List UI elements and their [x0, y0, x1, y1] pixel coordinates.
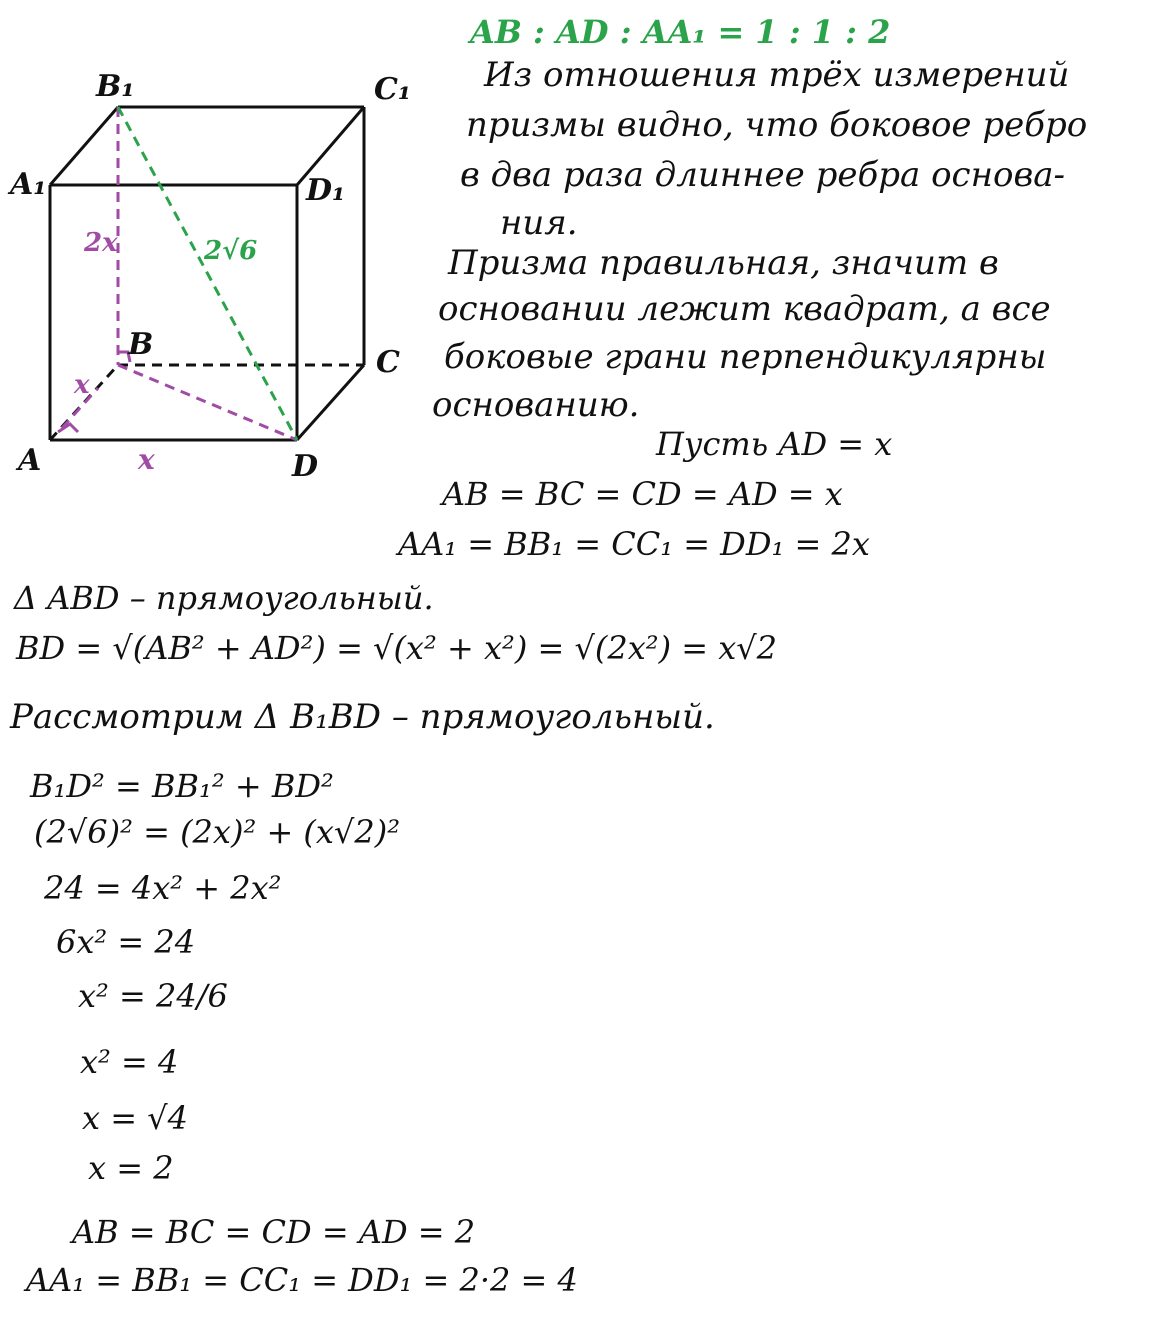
para2-line3: боковые грани перпендикулярны: [444, 337, 1047, 377]
diagonal-b1d: [118, 107, 297, 440]
step-3: 24 = 4x² + 2x²: [44, 869, 282, 907]
step-8: x = 2: [88, 1149, 174, 1187]
vertex-c1: C₁: [374, 72, 412, 107]
label-ab: x: [74, 370, 90, 400]
triangle-abd-right: Δ ABD – прямоугольный.: [14, 579, 434, 617]
edge-a1-b1: [50, 107, 118, 185]
diagonal-bd: [118, 365, 297, 440]
step-5: x² = 24/6: [78, 977, 228, 1015]
vertex-b: B: [128, 327, 154, 362]
para1-line2: призмы видно, что боковое ребро: [466, 105, 1088, 145]
vertex-a: A: [18, 443, 42, 478]
step-7: x = √4: [82, 1099, 188, 1137]
label-bb1: 2x: [84, 228, 118, 258]
right-angle-a: [58, 424, 78, 432]
vertex-d: D: [292, 449, 319, 484]
step-2: (2√6)² = (2x)² + (x√2)²: [34, 813, 401, 851]
para1-line1: Из отношения трёх измерений: [484, 55, 1070, 95]
vertex-c: C: [376, 345, 400, 380]
vertex-d1: D₁: [306, 173, 346, 208]
step-4: 6x² = 24: [56, 923, 196, 961]
step-6: x² = 4: [80, 1043, 179, 1081]
eq-base-edges: AB = BC = CD = AD = x: [442, 475, 843, 513]
para2-line1: Призма правильная, значит в: [448, 243, 999, 283]
para1-line3: в два раза длиннее ребра основа-: [460, 155, 1066, 195]
result-base-edges: AB = BC = CD = AD = 2: [72, 1213, 476, 1251]
ratio-header: AB : AD : AA₁ = 1 : 1 : 2: [470, 13, 891, 51]
let-statement: Пусть AD = x: [656, 425, 893, 463]
vertex-a1: A₁: [10, 167, 47, 202]
para2-line2: основании лежит квадрат, а все: [438, 289, 1051, 329]
para1-line4: ния.: [500, 203, 578, 243]
consider-triangle: Рассмотрим Δ B₁BD – прямоугольный.: [10, 697, 715, 737]
vertex-b1: B₁: [96, 69, 135, 104]
step-1: B₁D² = BB₁² + BD²: [30, 767, 334, 805]
label-ad: x: [138, 443, 155, 476]
para2-line4: основанию.: [432, 385, 640, 425]
label-b1d: 2√6: [204, 236, 258, 266]
eq-lateral-edges: AA₁ = BB₁ = CC₁ = DD₁ = 2x: [398, 525, 870, 563]
bd-computation: BD = √(AB² + AD²) = √(x² + x²) = √(2x²) = x√2: [16, 629, 778, 667]
result-lateral-edges: AA₁ = BB₁ = CC₁ = DD₁ = 2·2 = 4: [26, 1261, 578, 1299]
edge-c-d: [297, 365, 364, 440]
